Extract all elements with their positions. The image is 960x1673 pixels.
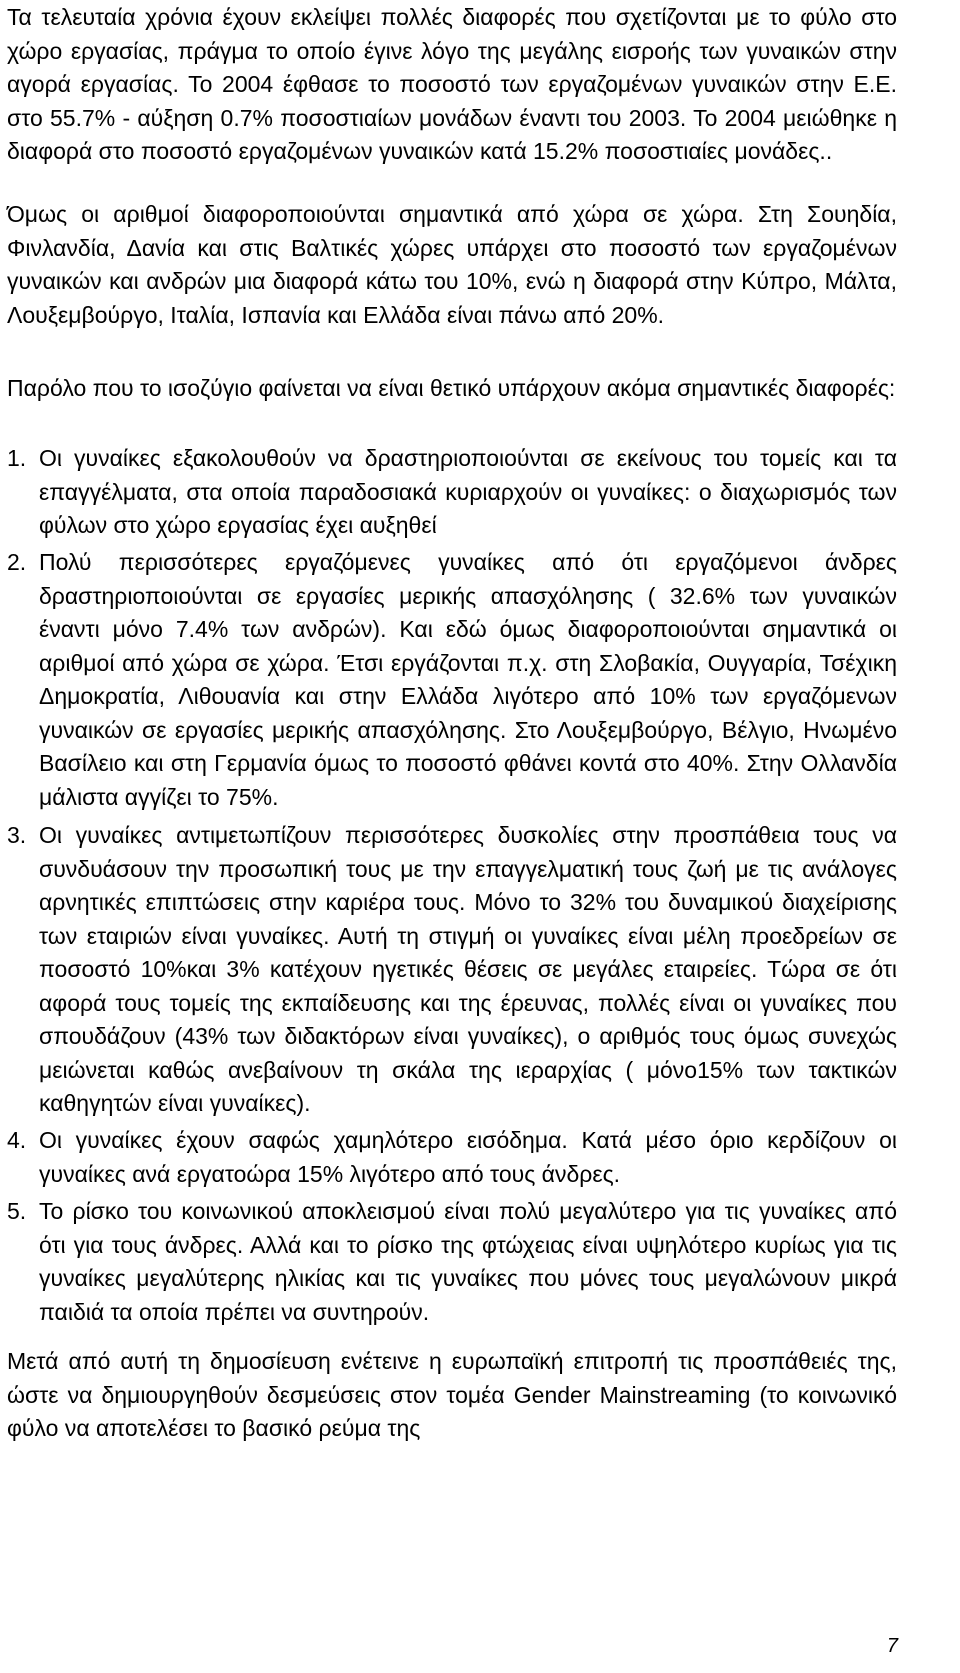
list-item-text: Οι γυναίκες αντιμετωπίζουν περισσότερες δυσκολίες στην προσπάθεια τους να συνδυάσουν την προσωπική τους με την επαγγελματική τους ζωή με τις ανάλογες αρνητικές επιπτώσεις στην καριέρα τους. Μόνο το 32% του δυναμικού διαχείρισης των εταιριών είναι γυναίκες. Αυτή τη στιγμή οι γυναίκες είναι μέλη προεδρείων σε ποσοστό 10%και 3% κατέχουν ηγετικές θέσεις σε μεγάλες εταιρείες. Τώρα σε ότι αφορά τους τομείς της εκπαίδευσης και της έρευνας, πολλές είναι οι γυναίκες που σπουδάζουν (43% των διδακτόρων είναι γυναίκες), ο αριθμός τους όμως συνεχώς μειώνεται καθώς ανεβαίνουν τη σκάλα της ιεραρχίας ( μόνο15% των τακτικών καθηγητών είναι γυναίκες). [39, 822, 897, 1116]
list-item-number: 5. [7, 1198, 27, 1224]
list-item-number: 1. [7, 445, 27, 471]
paragraph-intro: Τα τελευταία χρόνια έχουν εκλείψει πολλές διαφορές που σχετίζονται με το φύλο στο χώρο εργασίας, πράγμα το οποίο έγινε λόγο της μεγάλης εισροής των γυναικών στην αγορά εργασίας. Το 2004 έφθασε το ποσοστό των εργαζομένων γυναικών στην Ε.Ε. στο 55.7% - αύξηση 0.7% ποσοστιαίων μονάδων έναντι του 2003. Το 2004 μειώθηκε η διαφορά στο ποσοστό εργαζομένων γυναικών κατά 15.2% ποσοστιαίες μονάδες.. [7, 4, 897, 164]
list-item-number: 3. [7, 822, 27, 848]
list-item-text: Οι γυναίκες έχουν σαφώς χαμηλότερο εισόδημα. Κατά μέσο όριο κερδίζουν οι γυναίκες ανά εργατοώρα 15% λιγότερο από τους άνδρες. [39, 1127, 897, 1187]
list-item-text: Οι γυναίκες εξακολουθούν να δραστηριοποιούνται σε εκείνους του τομείς και τα επαγγέλματα, στα οποία παραδοσιακά κυριαρχούν οι γυναίκες: ο διαχωρισμός των φύλων στο χώρο εργασίας έχει αυξηθεί [39, 445, 897, 538]
paragraph-list-intro: Παρόλο που το ισοζύγιο φαίνεται να είναι θετικό υπάρχουν ακόμα σημαντικές διαφορές: [7, 375, 896, 401]
list-item-number: 4. [7, 1127, 27, 1153]
list-item [7, 819, 897, 1121]
list-item [7, 1124, 897, 1191]
list-item-text: Το ρίσκο του κοινωνικού αποκλεισμού είναι πολύ μεγαλύτερο για τις γυναίκες από ότι για τους άνδρες. Αλλά και το ρίσκο της φτώχειας είναι υψηλότερο κυρίως για τις γυναίκες μεγαλύτερης ηλικίας και τις γυναίκες που μόνες τους μεγαλώνουν μικρά παιδιά τα οποία πρέπει να συντηρούν. [39, 1198, 897, 1325]
list-item [7, 1195, 897, 1329]
paragraph-gender-mainstreaming: Μετά από αυτή τη δημοσίευση ενέτεινε η ευρωπαϊκή επιτροπή τις προσπάθειές της, ώστε να δημιουργηθούν δεσμεύσεις στον τομέα Gender Mainstreaming (το κοινωνικό φύλο να αποτελέσει το βασικό ρεύμα της [7, 1348, 897, 1441]
list-item-text: Πολύ περισσότερες εργαζόμενες γυναίκες από ότι εργαζόμενοι άνδρες δραστηριοποιούνται σε εργασίες μερικής απασχόλησης ( 32.6% των γυναικών έναντι μόνο 7.4% των ανδρών). Και εδώ όμως διαφοροποιούνται σημαντικά οι αριθμοί από χώρα σε χώρα. Έτσι εργάζονται π.χ. στη Σλοβακία, Ουγγαρία, Τσέχικη Δημοκρατία, Λιθουανία και στην Ελλάδα λιγότερο από 10% των εργαζόμενων γυναικών σε εργασίες μερικής απασχόλησης. Στο Λουξεμβούργο, Βέλγιο, Ηνωμένο Βασίλειο και στη Γερμανία όμως το ποσοστό φθάνει κοντά στο 40%. Στην Ολλανδία μάλιστα αγγίζει το 75%. [39, 549, 897, 810]
paragraph-country-differences: Όμως οι αριθμοί διαφοροποιούνται σημαντικά από χώρα σε χώρα. Στη Σουηδία, Φινλανδία, Δανία και στις Βαλτικές χώρες υπάρχει στο ποσοστό των εργαζομένων γυναικών και ανδρών μια διαφορά κάτω του 10%, ενώ η διαφορά στην Κύπρο, Μάλτα, Λουξεμβούργο, Ιταλία, Ισπανία και Ελλάδα είναι πάνω από 20%. [7, 201, 897, 328]
list-item [7, 442, 897, 543]
page-number: 7 [886, 1635, 898, 1657]
list-item-number: 2. [7, 549, 27, 575]
list-item [7, 546, 897, 814]
